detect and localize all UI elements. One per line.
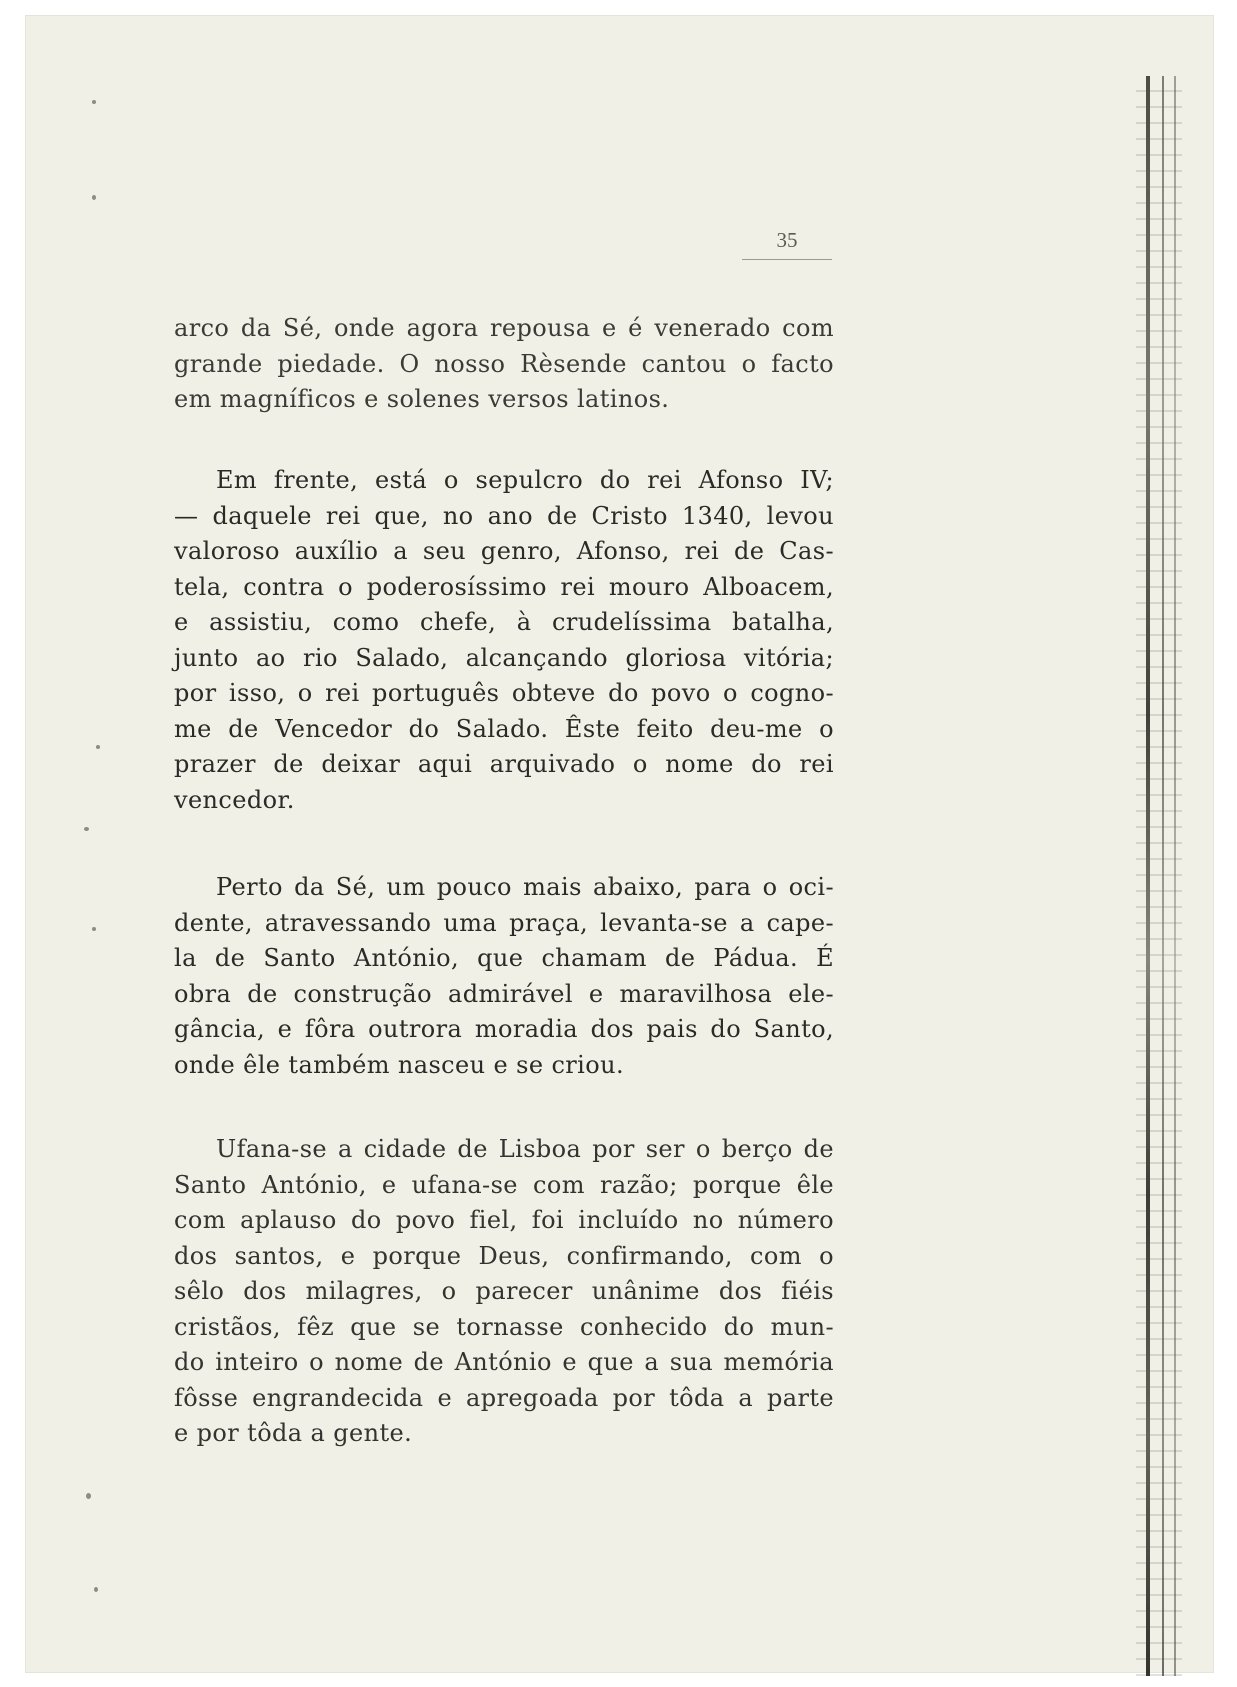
binding-stitch — [1146, 76, 1150, 1676]
text-line: arco da Sé, onde agora repousa e é venerado com — [174, 314, 834, 342]
text-line: por isso, o rei português obteve do povo o cogno- — [174, 679, 834, 707]
text-line: me de Vencedor do Salado. Êste feito deu-me o — [174, 714, 834, 743]
page-number: 35 — [742, 228, 832, 260]
text-line: e por tôda a gente. — [174, 1419, 413, 1447]
text-line: e assistiu, como chefe, à crudelíssima batalha, — [174, 608, 834, 636]
text-line: tela, contra o poderosíssimo rei mouro Alboacem, — [174, 572, 834, 601]
text-line: grande piedade. O nosso Rèsende cantou o facto — [174, 349, 834, 378]
text-line: sêlo dos milagres, o parecer unânime dos fiéis — [174, 1277, 834, 1305]
text-line: Ufana-se a cidade de Lisboa por ser o berço de — [216, 1135, 834, 1163]
binding-stitch — [1162, 76, 1164, 1676]
paragraph-3 — [174, 870, 834, 1083]
binding-stitch — [1174, 76, 1176, 1676]
text-line: dos santos, e porque Deus, confirmando, com o — [174, 1241, 834, 1270]
paper-speck — [96, 745, 100, 749]
text-line: — daquele rei que, no ano de Cristo 1340, levou — [174, 501, 834, 530]
paper-speck — [86, 1493, 91, 1499]
text-line: junto ao rio Salado, alcançando gloriosa vitória; — [174, 643, 834, 672]
paper-speck — [94, 1587, 98, 1592]
text-line: Perto da Sé, um pouco mais abaixo, para o oci- — [216, 873, 834, 901]
text-line: com aplauso do povo fiel, foi incluído no número — [174, 1206, 834, 1234]
paper-speck — [92, 195, 96, 200]
text-line: gância, e fôra outrora moradia dos pais do Santo, — [174, 1015, 834, 1043]
text-line: fôsse engrandecida e apregoada por tôda a parte — [174, 1383, 834, 1412]
text-line: dente, atravessando uma praça, levanta-se a cape- — [174, 908, 834, 937]
paper-speck — [84, 827, 89, 831]
paper-speck — [92, 100, 96, 104]
text-line: em magníficos e solenes versos latinos. — [174, 385, 670, 413]
paper-speck — [92, 927, 96, 931]
text-line: do inteiro o nome de António e que a sua memória — [174, 1348, 834, 1376]
text-line: Santo António, e ufana-se com razão; porque êle — [174, 1170, 834, 1199]
text-line: la de Santo António, que chamam de Pádua. É — [174, 944, 834, 972]
text-line: obra de construção admirável e maravilhosa ele- — [174, 979, 834, 1008]
text-line: valoroso auxílio a seu genro, Afonso, rei de Cas- — [174, 537, 834, 565]
paragraph-2 — [174, 463, 834, 818]
text-line: cristãos, fêz que se tornasse conhecido do mun- — [174, 1312, 834, 1341]
text-line: vencedor. — [174, 785, 295, 814]
binding-edge — [1136, 76, 1182, 1676]
text-line: onde êle também nasceu e se criou. — [174, 1050, 624, 1079]
text-line: Em frente, está o sepulcro do rei Afonso IV; — [216, 466, 834, 494]
paragraph-1 — [174, 311, 834, 418]
text-line: prazer de deixar aqui arquivado o nome do rei — [174, 750, 834, 778]
paragraph-4 — [174, 1132, 834, 1452]
